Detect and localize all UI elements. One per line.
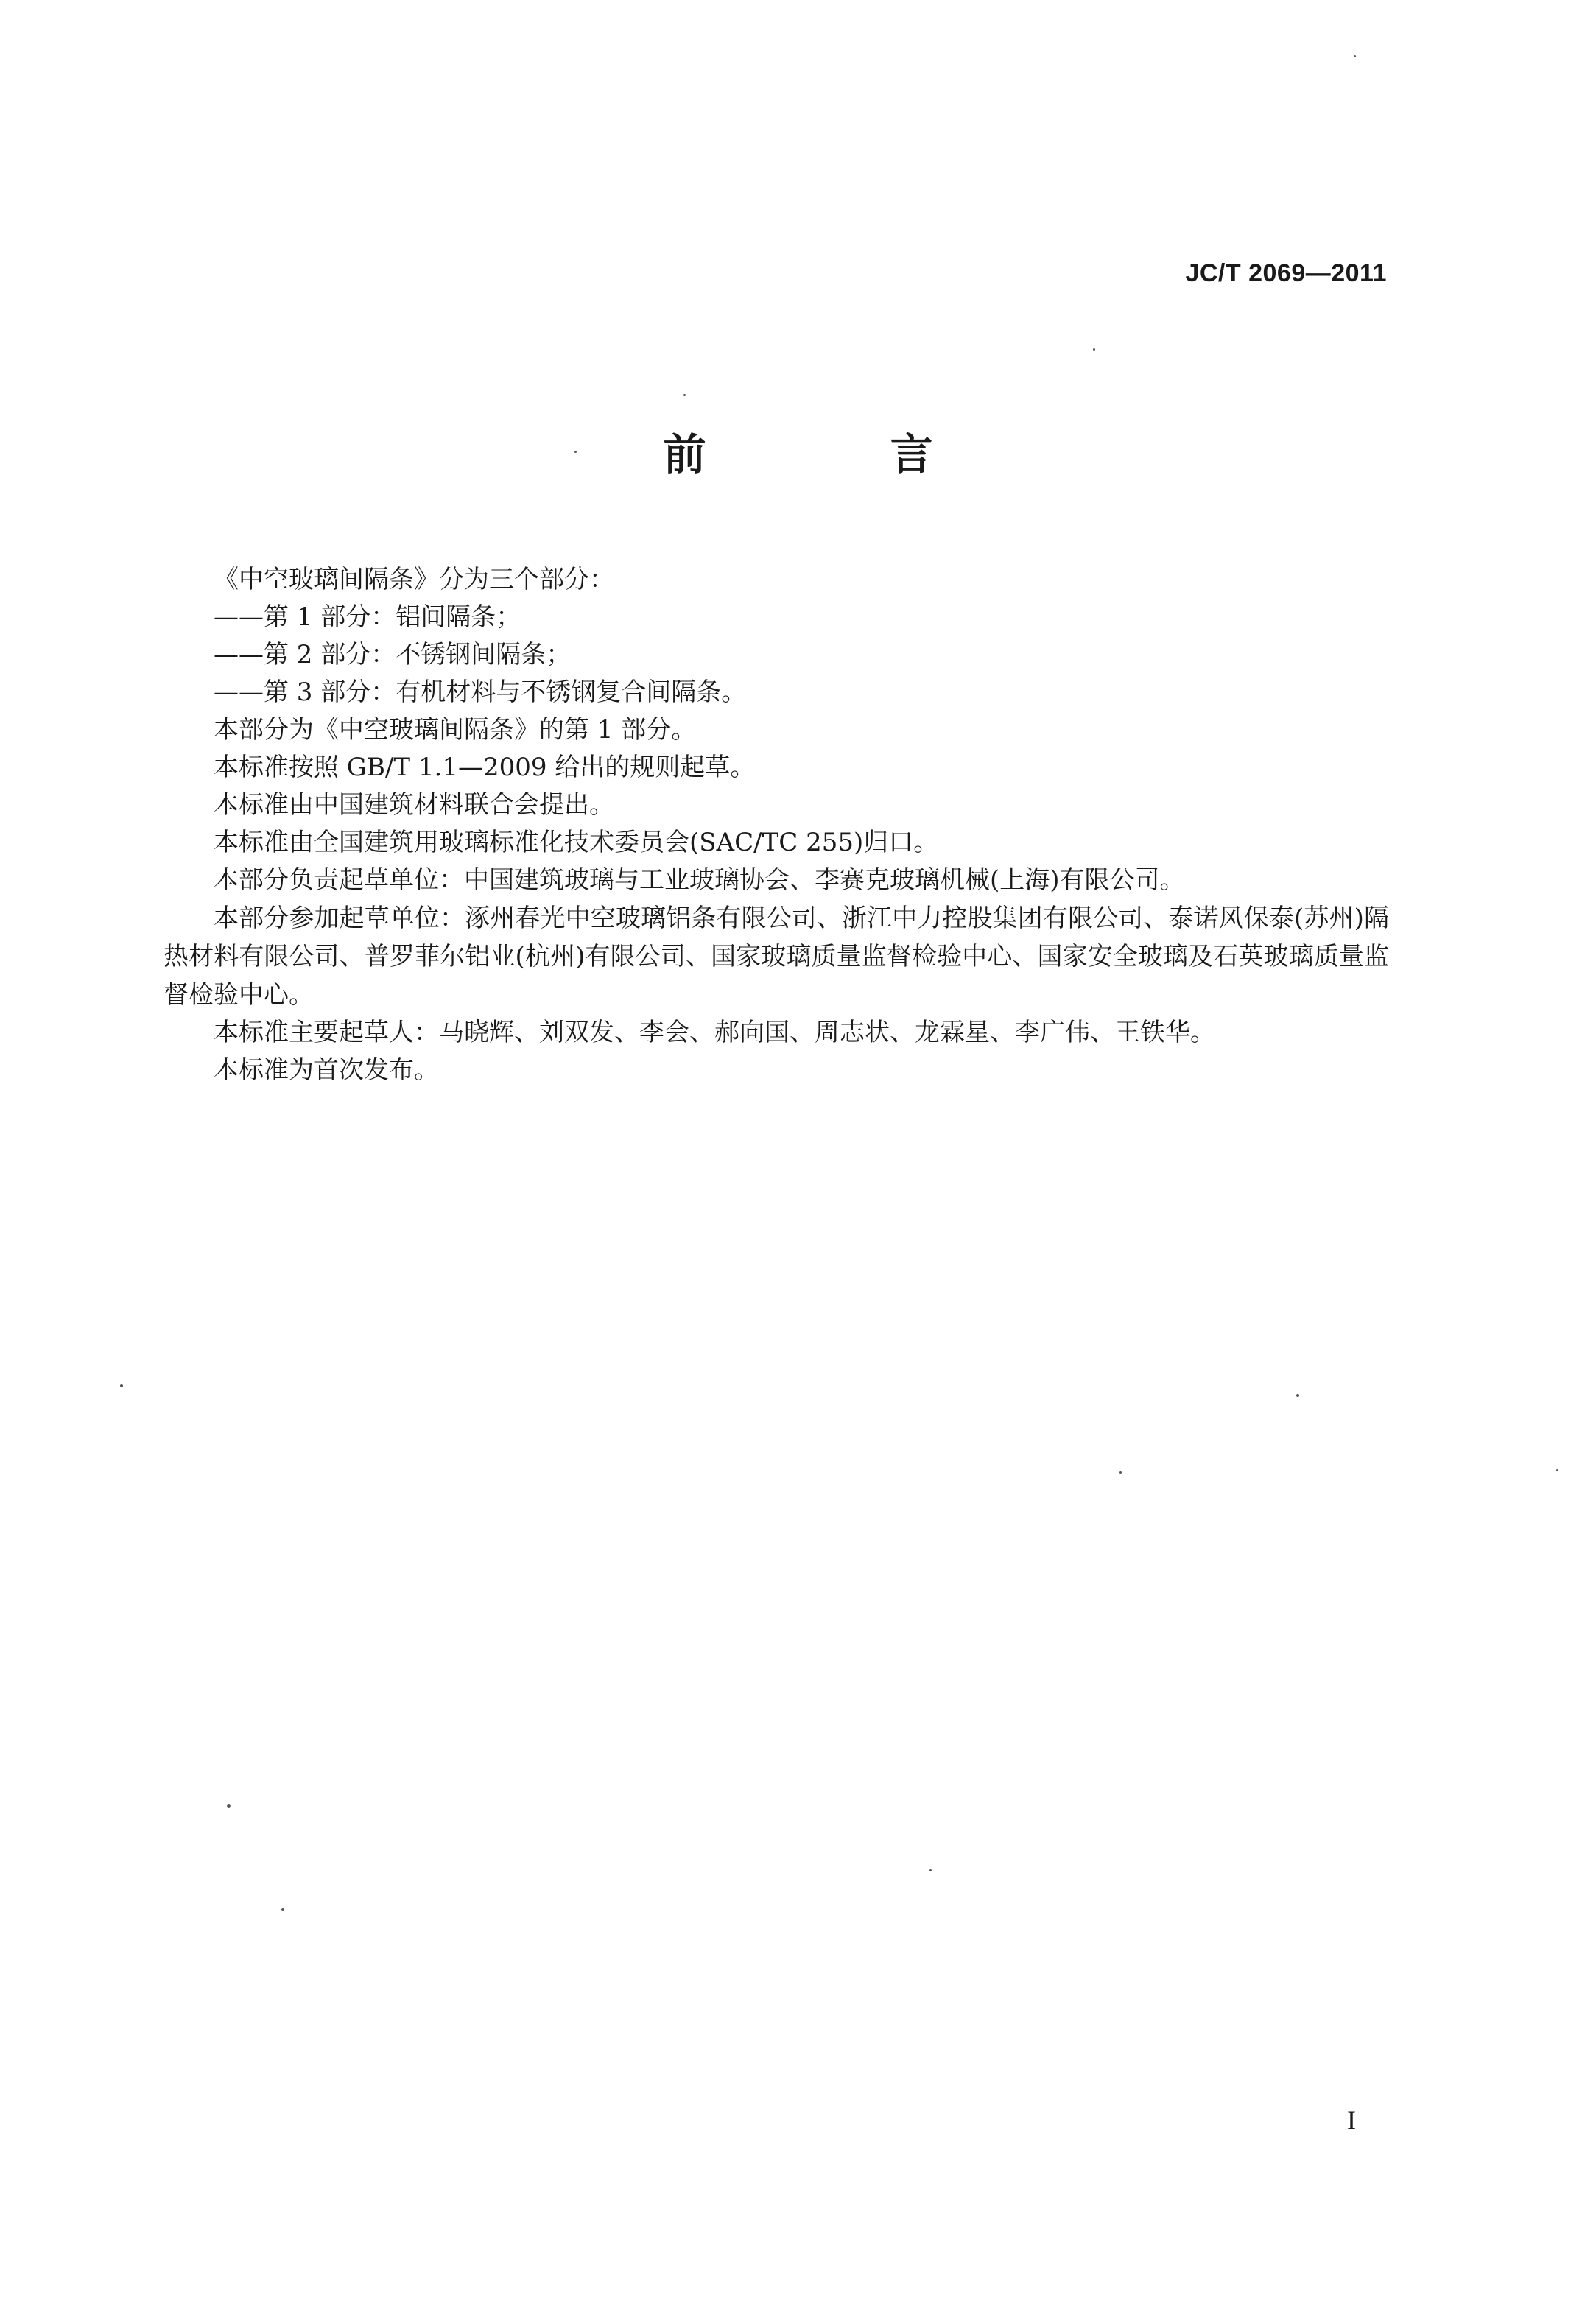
paragraph-under-jurisdiction: 本标准由全国建筑用玻璃标准化技术委员会(SAC/TC 255)归口。: [214, 828, 939, 857]
scan-speck: [1556, 1469, 1558, 1471]
scan-speck: [1296, 1394, 1299, 1397]
list-item-part-1: ——第 1 部分：铝间隔条；: [214, 602, 521, 632]
scan-speck: [574, 451, 577, 453]
paragraph-participating-drafters: 本部分参加起草单位：涿州春光中空玻璃铝条有限公司、浙江中力控股集团有限公司、泰诺风保泰(苏州)隔热材料有限公司、普罗菲尔铝业(杭州)有限公司、国家玻璃质量监督检验中心、国家安全玻璃及石英玻璃质量监督检验中心。: [164, 904, 1389, 1010]
paragraph-this-part: 本部分为《中空玻璃间隔条》的第 1 部分。: [214, 715, 697, 745]
foreword-body: [164, 561, 1389, 1089]
scan-speck: [1093, 348, 1095, 351]
paragraph-first-release: 本标准为首次发布。: [214, 1055, 439, 1085]
paragraph-responsible-drafters: 本部分负责起草单位：中国建筑玻璃与工业玻璃协会、李赛克玻璃机械(上海)有限公司。: [214, 865, 1185, 895]
standard-code: JC/T 2069—2011: [1185, 259, 1387, 287]
scan-speck: [683, 394, 686, 396]
scan-speck: [281, 1908, 284, 1911]
page-number: I: [1347, 2105, 1356, 2135]
page-title: 前 言: [663, 429, 1004, 479]
paragraph-parts-intro: 《中空玻璃间隔条》分为三个部分：: [214, 565, 614, 594]
list-item-part-2: ——第 2 部分：不锈钢间隔条；: [214, 640, 572, 669]
paragraph-proposed-by: 本标准由中国建筑材料联合会提出。: [214, 790, 614, 820]
paragraph-drafting-rules: 本标准按照 GB/T 1.1—2009 给出的规则起草。: [214, 753, 756, 782]
paragraph-main-drafters: 本标准主要起草人：马晓辉、刘双发、李会、郝向国、周志状、龙霖星、李广伟、王铁华。: [214, 1018, 1215, 1047]
scan-speck: [120, 1384, 123, 1387]
scan-speck: [929, 1869, 932, 1871]
scan-speck: [1354, 55, 1356, 57]
list-item-part-3: ——第 3 部分：有机材料与不锈钢复合间隔条。: [214, 678, 747, 707]
scan-speck: [227, 1804, 231, 1808]
scan-speck: [1119, 1471, 1122, 1474]
